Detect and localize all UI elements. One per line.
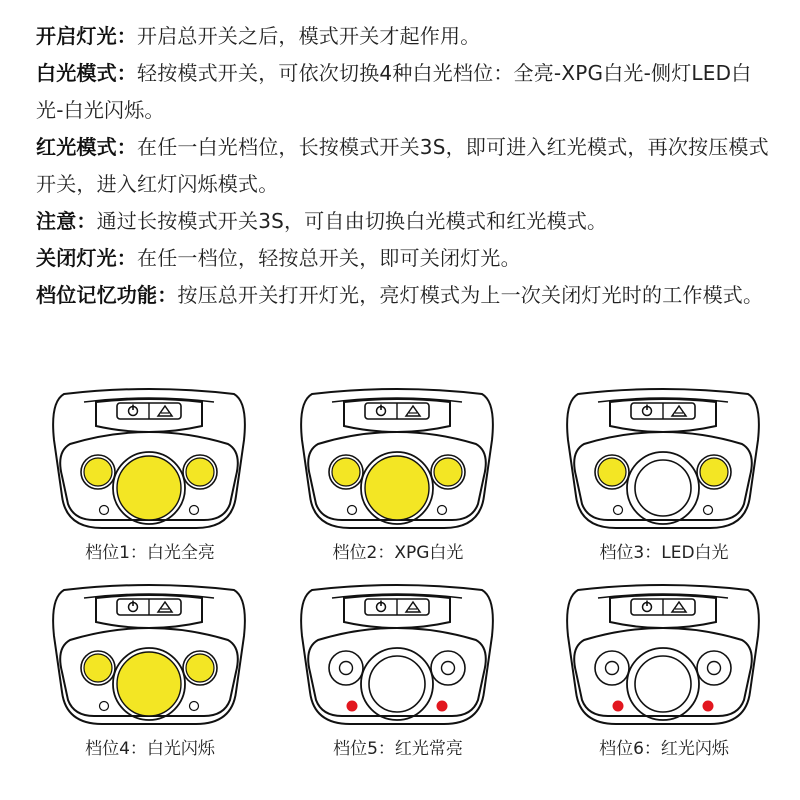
right-red-led — [703, 701, 713, 711]
instruction-text: 在任一白光档位，长按模式开关3S，即可进入红光模式，再次按压模式开关，进入红灯闪烁模式。 — [36, 135, 769, 196]
mode-6 — [534, 576, 794, 766]
right-led-lit — [186, 654, 214, 682]
center-led-off — [369, 656, 425, 712]
left-led-lit — [332, 458, 360, 486]
mode-triangle-icon — [158, 406, 172, 416]
left-led-off — [340, 662, 353, 675]
mode-caption: 档位5：红光常亮 — [333, 739, 463, 759]
instruction-red-mode — [36, 129, 776, 203]
instruction-note — [36, 203, 776, 240]
headlamp-illustration — [292, 576, 502, 728]
left-led-lit — [84, 458, 112, 486]
left-led-lit — [598, 458, 626, 486]
left-red-led — [347, 701, 357, 711]
instruction-text: 轻按模式开关，可依次切换4种白光档位：全亮-XPG白光-侧灯LED白光-白光闪烁。 — [36, 61, 752, 122]
mode-caption: 档位1：白光全亮 — [85, 543, 215, 563]
left-led-off — [606, 662, 619, 675]
center-led-off — [635, 656, 691, 712]
mode-caption: 档位3：LED白光 — [599, 543, 729, 563]
right-led-lit — [700, 458, 728, 486]
center-led-lit — [117, 456, 181, 520]
instruction-term: 红光模式： — [36, 135, 137, 159]
mode-caption: 档位4：白光闪烁 — [85, 739, 215, 759]
instruction-turn-on — [36, 18, 776, 55]
right-red-led — [437, 701, 447, 711]
instruction-turn-off — [36, 240, 776, 277]
right-led-off — [442, 662, 455, 675]
left-indicator — [100, 702, 109, 711]
center-led-off — [635, 460, 691, 516]
instruction-term: 白光模式： — [36, 61, 137, 85]
headlamp-illustration — [558, 576, 768, 728]
left-indicator — [100, 506, 109, 515]
headlamp-illustration — [292, 380, 502, 532]
instruction-term: 开启灯光： — [36, 24, 137, 48]
mode-triangle-icon — [406, 602, 420, 612]
instruction-text: 开启总开关之后，模式开关才起作用。 — [137, 24, 481, 48]
right-led-lit — [434, 458, 462, 486]
center-led-lit — [117, 652, 181, 716]
mode-2 — [268, 380, 528, 570]
instruction-text: 在任一档位，轻按总开关，即可关闭灯光。 — [137, 246, 521, 270]
mode-1 — [20, 380, 280, 570]
instruction-memory — [36, 277, 776, 314]
right-indicator — [190, 702, 199, 711]
mode-4 — [20, 576, 280, 766]
right-indicator — [438, 506, 447, 515]
right-indicator — [190, 506, 199, 515]
mode-triangle-icon — [672, 602, 686, 612]
mode-triangle-icon — [158, 602, 172, 612]
instruction-text: 通过长按模式开关3S，可自由切换白光模式和红光模式。 — [96, 209, 608, 233]
instruction-white-mode — [36, 55, 776, 129]
mode-triangle-icon — [672, 406, 686, 416]
headlamp-illustration — [44, 380, 254, 532]
left-red-led — [613, 701, 623, 711]
center-led-lit — [365, 456, 429, 520]
instruction-term: 关闭灯光： — [36, 246, 137, 270]
left-indicator — [614, 506, 623, 515]
mode-caption: 档位6：红光闪烁 — [599, 739, 729, 759]
left-led-lit — [84, 654, 112, 682]
headlamp-illustration — [44, 576, 254, 728]
instructions — [36, 18, 776, 314]
instruction-term: 注意： — [36, 209, 97, 233]
instruction-text: 按压总开关打开灯光，亮灯模式为上一次关闭灯光时的工作模式。 — [177, 283, 764, 307]
mode-grid — [0, 380, 800, 780]
mode-5 — [268, 576, 528, 766]
left-indicator — [348, 506, 357, 515]
right-indicator — [704, 506, 713, 515]
headlamp-illustration — [558, 380, 768, 532]
right-led-off — [708, 662, 721, 675]
instruction-term: 档位记忆功能： — [36, 283, 178, 307]
right-led-lit — [186, 458, 214, 486]
mode-triangle-icon — [406, 406, 420, 416]
mode-3 — [534, 380, 794, 570]
mode-caption: 档位2：XPG白光 — [332, 543, 464, 563]
